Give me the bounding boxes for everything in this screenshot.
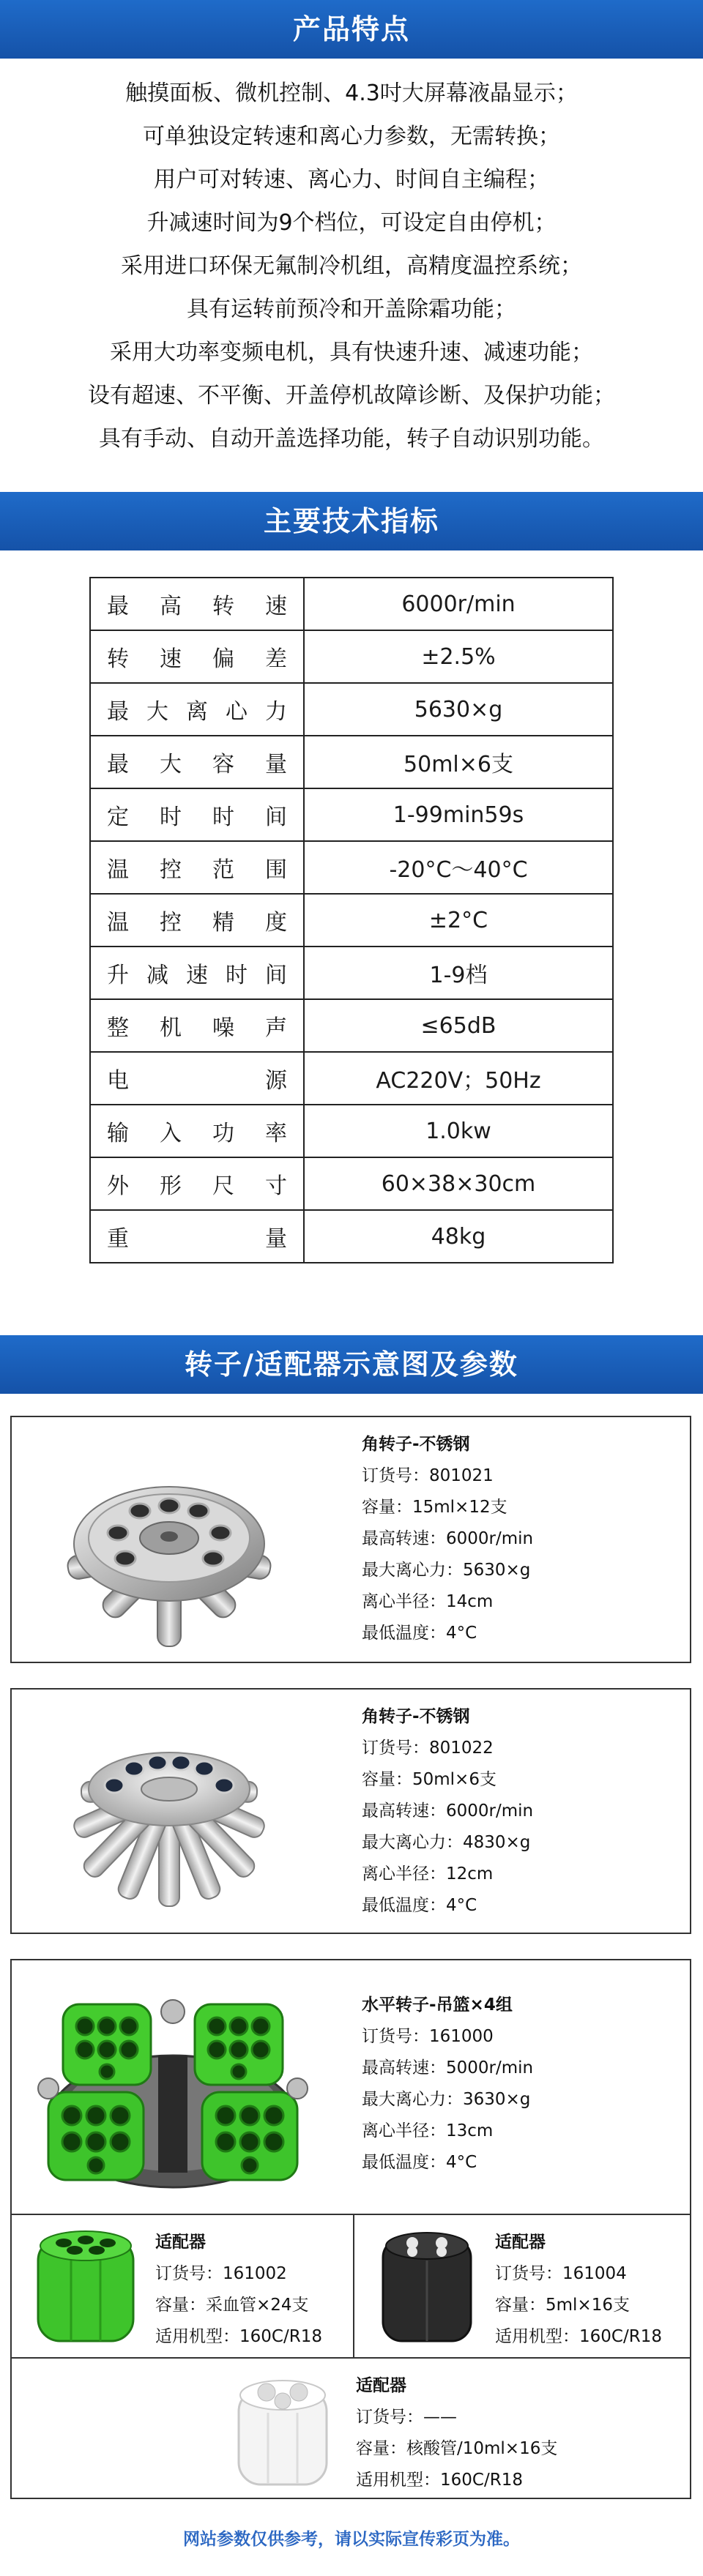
feature-line: 具有手动、自动开盖选择功能，转子自动识别功能。	[99, 426, 604, 452]
specs-table	[89, 577, 614, 1263]
feature-line: 采用大功率变频电机，具有快速升速、减速功能；	[110, 340, 593, 365]
rotor-detail: 最大离心力：5630×g	[362, 1561, 531, 1580]
divider	[353, 2214, 354, 2357]
feature-line: 设有超速、不平衡、开盖停机故障诊断、及保护功能；	[88, 383, 615, 408]
feature-line: 可单独设定转速和离心力参数，无需转换；	[143, 124, 560, 149]
adapter-detail: 适用机型：160C/R18	[495, 2327, 662, 2346]
spec-value: 1.0kw	[304, 1105, 613, 1157]
rotor-detail: 订货号：801022	[362, 1739, 494, 1758]
black-adapter-image	[372, 2224, 482, 2348]
rotor-info	[362, 1429, 533, 1649]
adapter-detail: 订货号：161004	[495, 2264, 627, 2283]
divider	[12, 2357, 690, 2359]
angle-rotor-12-image	[41, 1430, 297, 1650]
swing-rotor-card	[10, 1959, 691, 2499]
disclaimer-text: 网站参数仅供参考，请以实际宣传彩页为准。	[183, 2530, 520, 2549]
rotor-banner	[0, 1335, 703, 1394]
spec-key: 温控精度	[107, 910, 287, 936]
spec-value: 6000r/min	[304, 578, 613, 630]
spec-value: 60×38×30cm	[304, 1157, 613, 1210]
table-row	[90, 1105, 613, 1157]
spec-key: 转速偏差	[107, 646, 287, 672]
spec-key: 电源	[107, 1068, 287, 1094]
table-row	[90, 1157, 613, 1210]
adapter-info	[495, 2227, 662, 2353]
adapter-detail: 适用机型：160C/R18	[155, 2327, 322, 2346]
spec-key: 整机噪声	[107, 1015, 287, 1041]
feature-line: 具有运转前预冷和开盖除霜功能；	[187, 296, 516, 322]
adapter-name: 适配器	[495, 2233, 546, 2252]
rotor-info	[362, 1990, 533, 2179]
adapter-detail: 适用机型：160C/R18	[356, 2471, 523, 2490]
feature-line: 用户可对转速、离心力、时间自主编程；	[154, 167, 549, 193]
rotor-detail: 最低温度：4°C	[362, 2153, 477, 2172]
spec-value: 1-9档	[304, 947, 613, 999]
rotor-info	[362, 1701, 533, 1922]
specs-banner	[0, 492, 703, 550]
rotor-detail: 最高转速：6000r/min	[362, 1802, 534, 1821]
adapter-name: 适配器	[155, 2233, 206, 2252]
white-adapter-image	[224, 2369, 341, 2493]
adapter-detail: 容量：核酸管/10ml×16支	[356, 2439, 558, 2458]
rotor-detail: 最高转速：5000r/min	[362, 2058, 534, 2077]
spec-key: 温控范围	[107, 857, 287, 883]
spec-value: 5630×g	[304, 683, 613, 736]
rotor-detail: 最大离心力：3630×g	[362, 2090, 531, 2109]
spec-value: AC220V；50Hz	[304, 1052, 613, 1105]
table-row	[90, 894, 613, 947]
table-row	[90, 788, 613, 841]
table-row	[90, 683, 613, 736]
spec-key: 升减速时间	[107, 963, 287, 988]
rotor-name: 水平转子-吊篮×4组	[362, 1996, 513, 2015]
rotor-name: 角转子-不锈钢	[362, 1435, 470, 1454]
adapter-detail: 容量：5ml×16支	[495, 2296, 630, 2315]
rotor-detail: 容量：50ml×6支	[362, 1770, 496, 1789]
rotor-detail: 离心半径：13cm	[362, 2121, 494, 2140]
rotor-detail: 最低温度：4°C	[362, 1624, 477, 1643]
adapter-detail: 订货号：——	[356, 2408, 457, 2427]
table-row	[90, 841, 613, 894]
rotor-detail: 最大离心力：4830×g	[362, 1833, 531, 1852]
rotor-detail: 离心半径：12cm	[362, 1864, 494, 1884]
table-row	[90, 630, 613, 683]
adapter-info	[155, 2227, 322, 2353]
adapter-detail: 订货号：161002	[155, 2264, 287, 2283]
specs-title: 主要技术指标	[263, 505, 439, 537]
spec-key: 输入功率	[107, 1121, 287, 1146]
spec-value: ≤65dB	[304, 999, 613, 1052]
features-banner	[0, 0, 703, 59]
feature-line: 升减速时间为9个档位，可设定自由停机；	[146, 210, 557, 236]
swing-rotor-image	[34, 1968, 312, 2209]
rotor-title: 转子/适配器示意图及参数	[185, 1348, 518, 1381]
feature-line: 采用进口环保无氟制冷机组，高精度温控系统；	[121, 253, 582, 279]
rotor-detail: 离心半径：14cm	[362, 1592, 494, 1611]
table-row	[90, 947, 613, 999]
table-row	[90, 999, 613, 1052]
spec-key: 最大离心力	[107, 699, 287, 725]
spec-key: 外形尺寸	[107, 1173, 287, 1199]
rotor-detail: 订货号：801021	[362, 1466, 494, 1485]
table-row	[90, 736, 613, 788]
spec-value: 50ml×6支	[304, 736, 613, 788]
angle-rotor-6-image	[41, 1701, 297, 1921]
rotor-detail: 最高转速：6000r/min	[362, 1529, 534, 1548]
specs-section	[0, 550, 703, 1335]
adapter-info	[356, 2370, 557, 2496]
spec-key: 最高转速	[107, 594, 287, 619]
spec-key: 重量	[107, 1226, 287, 1252]
spec-value: ±2°C	[304, 894, 613, 947]
rotor-card	[10, 1416, 691, 1663]
adapter-detail: 容量：采血管×24支	[155, 2296, 309, 2315]
rotor-detail: 最低温度：4°C	[362, 1896, 477, 1915]
spec-key: 定时时间	[107, 804, 287, 830]
features-title: 产品特点	[292, 13, 410, 45]
feature-line: 触摸面板、微机控制、4.3吋大屏幕液晶显示；	[125, 81, 578, 106]
rotor-detail: 订货号：161000	[362, 2027, 494, 2046]
spec-value: 1-99min59s	[304, 788, 613, 841]
table-row	[90, 578, 613, 630]
spec-value: ±2.5%	[304, 630, 613, 683]
table-row	[90, 1210, 613, 1263]
divider	[12, 2214, 690, 2215]
rotor-card	[10, 1688, 691, 1934]
adapter-name: 适配器	[356, 2376, 406, 2395]
rotor-detail: 容量：15ml×12支	[362, 1498, 507, 1517]
rotor-section	[0, 1394, 703, 2570]
green-adapter-image	[31, 2224, 141, 2348]
rotor-name: 角转子-不锈钢	[362, 1707, 470, 1726]
features-list	[0, 59, 703, 492]
spec-value: 48kg	[304, 1210, 613, 1263]
spec-key: 最大容量	[107, 752, 287, 777]
table-row	[90, 1052, 613, 1105]
spec-value: -20°C～40°C	[304, 841, 613, 894]
